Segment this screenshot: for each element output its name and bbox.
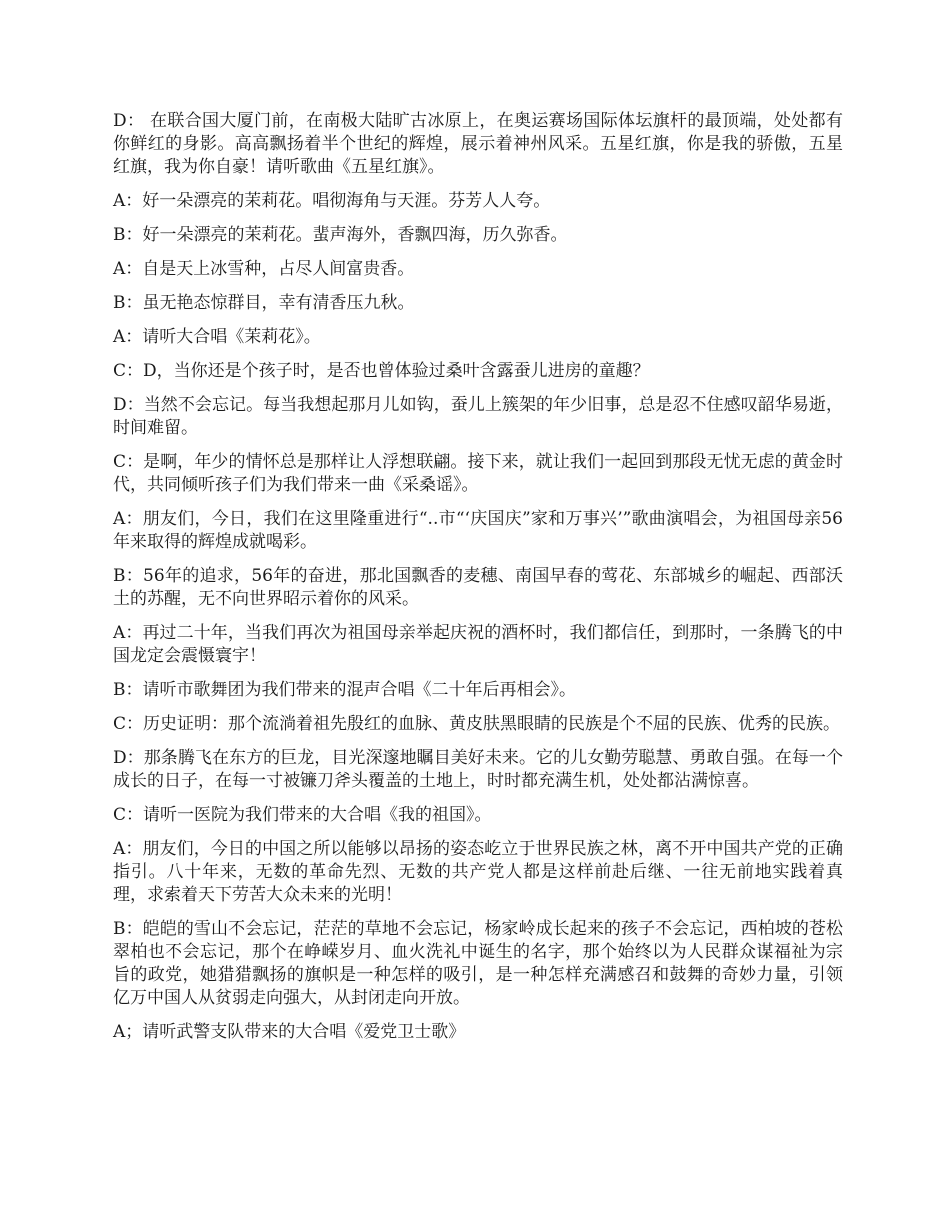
paragraph: A：再过二十年，当我们再次为祖国母亲举起庆祝的酒杯时，我们都信任，到那时，一条腾飞的中国龙定会震慑寰宇！ — [113, 623, 843, 666]
paragraph: C：是啊，年少的情怀总是那样让人浮想联翩。接下来，就让我们一起回到那段无忧无虑的黄金时代，共同倾听孩子们为我们带来一曲《采桑谣》。 — [113, 452, 843, 495]
paragraph: D：那条腾飞在东方的巨龙，目光深邃地瞩目美好未来。它的儿女勤劳聪慧、勇敢自强。在每一个成长的日子，在每一寸被镰刀斧头覆盖的土地上，时时都充满生机，处处都沾满惊喜。 — [113, 748, 843, 791]
paragraph: B：好一朵漂亮的茉莉花。蜚声海外，香飘四海，历久弥香。 — [113, 225, 568, 245]
paragraph: B：请听市歌舞团为我们带来的混声合唱《二十年后再相会》。 — [113, 680, 576, 700]
paragraph: A：请听大合唱《茉莉花》。 — [113, 327, 321, 347]
document-body — [113, 110, 843, 1055]
paragraph: B：皑皑的雪山不会忘记，茫茫的草地不会忘记，杨家岭成长起来的孩子不会忘记，西柏坡的苍松翠柏也不会忘记，那个在峥嵘岁月、血火洗礼中诞生的名字，那个始终以为人民群众谋福祉为宗旨的政党，她猎猎飘扬的旗帜是一种怎样的吸引，是一种怎样充满感召和鼓舞的奇妙力量，引领亿万中国人从贫弱走向强大，从封闭走向开放。 — [113, 919, 843, 1008]
paragraph: D：当然不会忘记。每当我想起那月儿如钩，蚕儿上簇架的年少旧事，总是忍不住感叹韶华易逝，时间难留。 — [113, 395, 843, 438]
paragraph: A：朋友们，今日的中国之所以能够以昂扬的姿态屹立于世界民族之林，离不开中国共产党的正确指引。八十年来，无数的革命先烈、无数的共产党人都是这样前赴后继、一往无前地实践着真理，求索着天下劳苦大众未来的光明！ — [113, 839, 843, 905]
paragraph: B：56年的追求，56年的奋进，那北国飘香的麦穗、南国早春的莺花、东部城乡的崛起、西部沃土的苏醒，无不向世界昭示着你的风采。 — [113, 566, 843, 609]
paragraph: D： 在联合国大厦门前，在南极大陆旷古冰原上，在奥运赛场国际体坛旗杆的最顶端，处处都有你鲜红的身影。高高飘扬着半个世纪的辉煌，展示着神州风采。五星红旗，你是我的骄傲，五星红旗，我为你自豪！请听歌曲《五星红旗》。 — [113, 111, 843, 177]
paragraph: B：虽无艳态惊群目，幸有清香压九秋。 — [113, 293, 415, 313]
paragraph: A：自是天上冰雪种，占尽人间富贵香。 — [113, 259, 415, 279]
paragraph: A；请听武警支队带来的大合唱《爱党卫士歌》 — [113, 1022, 466, 1042]
paragraph: A：好一朵漂亮的茉莉花。唱彻海角与天涯。芬芳人人夸。 — [113, 191, 551, 211]
paragraph: C：D，当你还是个孩子时，是否也曾体验过桑叶含露蚕儿进房的童趣？ — [113, 361, 650, 381]
paragraph: A：朋友们，今日，我们在这里隆重进行“..市“‘庆国庆”家和万事兴’”歌曲演唱会，为祖国母亲56年来取得的辉煌成就喝彩。 — [113, 509, 843, 552]
paragraph: C：请听一医院为我们带来的大合唱《我的祖国》。 — [113, 805, 492, 825]
paragraph: C：历史证明：那个流淌着祖先殷红的血脉、黄皮肤黑眼睛的民族是个不屈的民族、优秀的民族。 — [113, 714, 841, 734]
